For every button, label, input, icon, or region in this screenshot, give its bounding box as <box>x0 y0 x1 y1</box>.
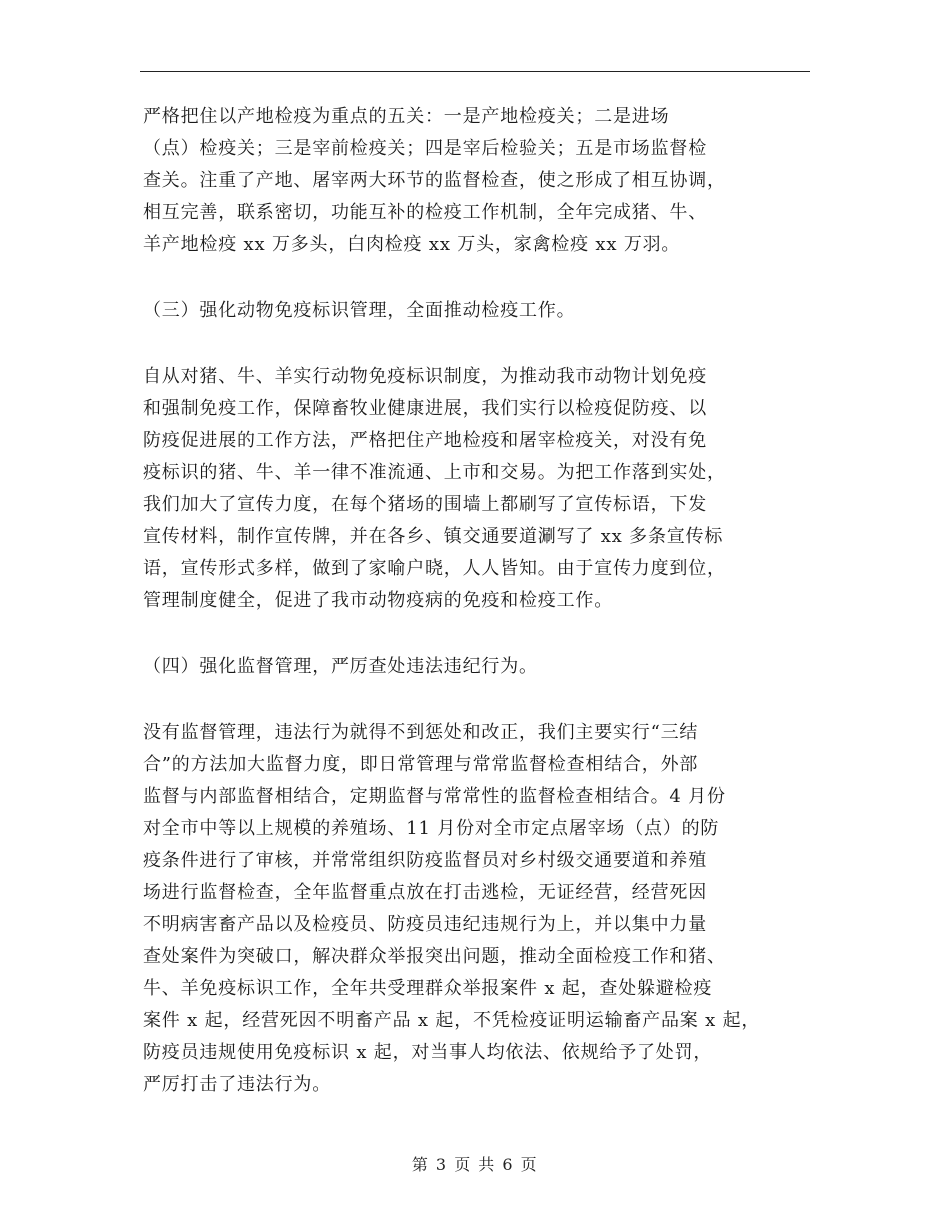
text-line: 牛、羊免疫标识工作，全年共受理群众举报案件 x 起，查处躲避检疫 <box>143 978 713 999</box>
section-heading-3 <box>143 295 833 327</box>
text-line: 严格把住以产地检疫为重点的五关：一是产地检疫关；二是进场 <box>143 106 670 127</box>
text-line: 监督与内部监督相结合，定期监督与常常性的监督检查相结合。4 月份 <box>143 786 726 807</box>
header-rule <box>140 71 810 72</box>
document-body <box>143 101 833 1101</box>
paragraph-gap <box>143 261 833 295</box>
heading-line: （三）强化动物免疫标识管理，全面推动检疫工作。 <box>143 300 576 321</box>
text-line: 我们加大了宣传力度，在每个猪场的围墙上都刷写了宣传标语，下发 <box>143 494 707 515</box>
text-line: 自从对猪、牛、羊实行动物免疫标识制度，为推动我市动物计划免疫 <box>143 366 707 387</box>
text-line: 防疫促进展的工作方法，严格把住产地检疫和屠宰检疫关，对没有免 <box>143 430 707 451</box>
text-line: 查关。注重了产地、屠宰两大环节的监督检查，使之形成了相互协调， <box>143 170 726 191</box>
text-line: 宣传材料，制作宣传牌，并在各乡、镇交通要道涮写了 xx 多条宣传标 <box>143 526 724 547</box>
text-line: 严厉打击了违法行为。 <box>143 1074 331 1095</box>
text-line: （点）检疫关；三是宰前检疫关；四是宰后检验关；五是市场监督检 <box>143 138 707 159</box>
paragraph-gap <box>143 617 833 651</box>
text-line: 没有监督管理，违法行为就得不到惩处和改正，我们主要实行“三结 <box>143 722 699 743</box>
text-line: 查处案件为突破口，解决群众举报突出问题，推动全面检疫工作和猪、 <box>143 946 726 967</box>
paragraph-gap <box>143 683 833 717</box>
text-line: 防疫员违规使用免疫标识 x 起，对当事人均依法、依规给予了处罚， <box>143 1042 713 1063</box>
text-line: 相互完善，联系密切，功能互补的检疫工作机制，全年完成猪、牛、 <box>143 202 707 223</box>
text-line: 疫条件进行了审核，并常常组织防疫监督员对乡村级交通要道和养殖 <box>143 850 707 871</box>
text-line: 对全市中等以上规模的养殖场、11 月份对全市定点屠宰场（点）的防 <box>143 818 720 839</box>
text-line: 管理制度健全，促进了我市动物疫病的免疫和检疫工作。 <box>143 590 613 611</box>
paragraph-gap <box>143 327 833 361</box>
paragraph-immunity-marking <box>143 361 833 617</box>
paragraph-quarantine-checkpoints <box>143 101 833 261</box>
heading-line: （四）强化监督管理，严厉查处违法违纪行为。 <box>143 656 538 677</box>
text-line: 和强制免疫工作，保障畜牧业健康进展，我们实行以检疫促防疫、以 <box>143 398 707 419</box>
text-line: 不明病害畜产品以及检疫员、防疫员违纪违规行为上，并以集中力量 <box>143 914 707 935</box>
text-line: 疫标识的猪、牛、羊一律不准流通、上市和交易。为把工作落到实处， <box>143 462 726 483</box>
text-line: 羊产地检疫 xx 万多头，白肉检疫 xx 万头，家禽检疫 xx 万羽。 <box>143 234 681 255</box>
text-line: 合”的方法加大监督力度，即日常管理与常常监督检查相结合，外部 <box>143 754 699 775</box>
paragraph-supervision <box>143 717 833 1101</box>
section-heading-4 <box>143 651 833 683</box>
text-line: 案件 x 起，经营死因不明畜产品 x 起，不凭检疫证明运输畜产品案 x 起， <box>143 1010 761 1031</box>
text-line: 场进行监督检查，全年监督重点放在打击逃检，无证经营，经营死因 <box>143 882 707 903</box>
page-number: 第 3 页 共 6 页 <box>411 1155 539 1174</box>
text-line: 语，宣传形式多样，做到了家喻户晓，人人皆知。由于宣传力度到位， <box>143 558 726 579</box>
